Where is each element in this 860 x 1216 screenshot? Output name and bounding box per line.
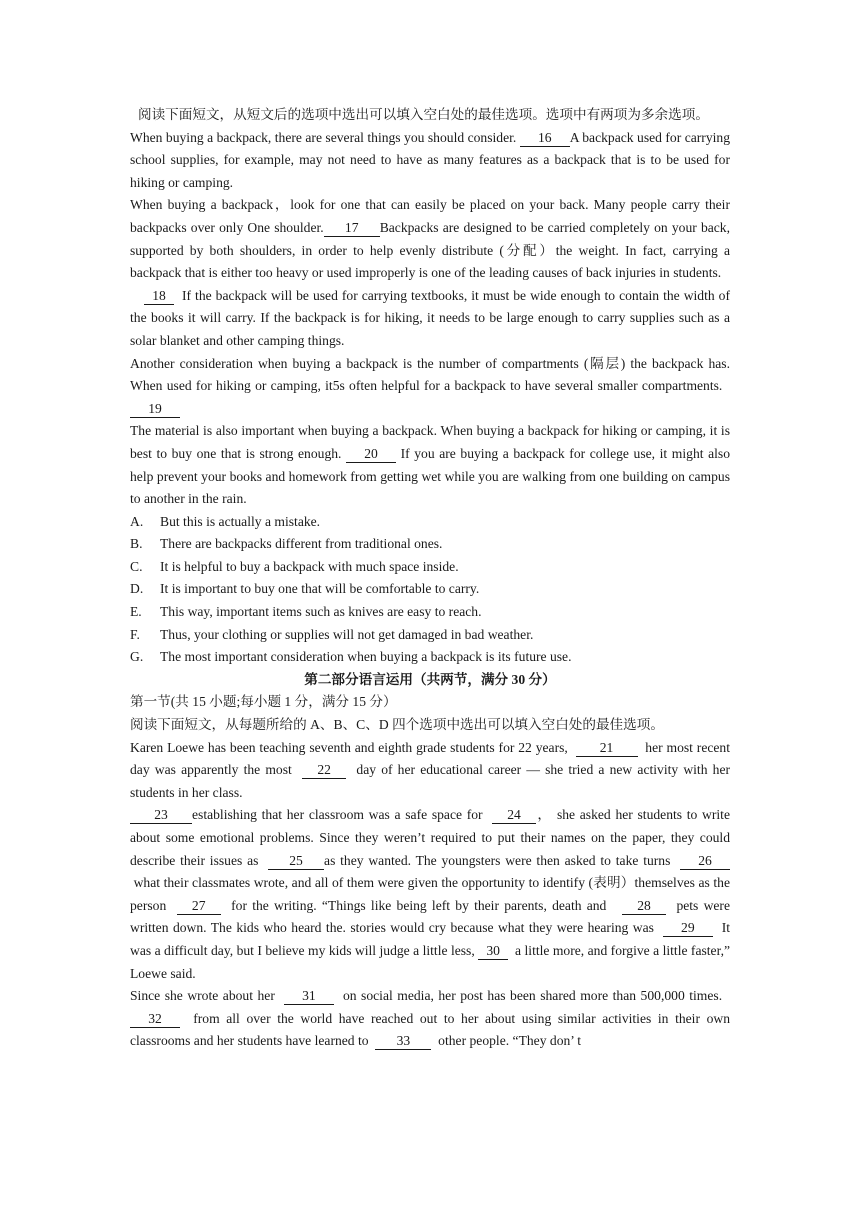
option-e: E. This way, important items such as knives are easy to reach. xyxy=(130,604,482,620)
cloze-paragraph-3: Since she wrote about her 31 on social media, her post has been shared more than 500,000 times. 32 from all over the world have reached out to her about using similar activities in their own classrooms and her students have learned to 33 other people. “They don’ t xyxy=(130,988,730,1049)
blank-24: 24 xyxy=(492,807,536,824)
blank-30: 30 xyxy=(478,943,508,960)
reading-instruction: 阅读下面短文，从短文后的选项中选出可以填入空白处的最佳选项。选项中有两项为多余选项。 xyxy=(138,107,709,122)
blank-23: 23 xyxy=(130,807,192,824)
part-two-title: 第二部分语言运用（共两节，满分 30 分） xyxy=(304,671,556,687)
section-one-heading: 第一节(共 15 小题;每小题 1 分，满分 15 分） xyxy=(130,694,397,710)
document-page xyxy=(130,104,730,1053)
blank-18: 18 xyxy=(144,288,174,305)
cloze-paragraph-2: 23 establishing that her classroom was a safe space for 24 ， she asked her students to write about some emotional problems. Since they weren’t required to put their names on the paper, they could describe their issues as 25 as they wanted. The youngsters were then asked to take turns 26 what their classmates wrote, and all of them were given the opportunity to identify (表明）themselves as the person 27 for the writing. “Things like being left by their parents, death and 28 pets were written down. The kids who heard the. stories would cry because what they were hearing was 29 It was a difficult day, but I believe my kids will judge a little less, 30 a little more, and forgive a little faster,” Loewe said. xyxy=(130,807,731,981)
blank-32: 32 xyxy=(130,1011,180,1028)
blank-33: 33 xyxy=(375,1033,431,1050)
option-list xyxy=(130,511,730,669)
option-f: F. Thus, your clothing or supplies will not get damaged in bad weather. xyxy=(130,626,534,642)
reading-paragraph-2: When buying a backpack，look for one that can easily be placed on your back. Many people carry their backpacks over only One shoulder. 17 Backpacks are designed to be carried completely on your back, supported by both shoulders, in order to help evenly distribute (分配）the weight. In fact, carrying a backpack that is either too heavy or used improperly is one of the leading causes of back injuries in students. xyxy=(130,197,731,281)
reading-paragraph-5: The material is also important when buying a backpack. When buying a backpack for hiking or camping, it is best to buy one that is strong enough. 20 If you are buying a backpack for college use, it might also help prevent your books and homework from getting wet while you are walking from one building on campus to another in the rain. xyxy=(130,423,730,507)
blank-21: 21 xyxy=(576,740,638,757)
option-g: G. The most important consideration when buying a backpack is its future use. xyxy=(130,649,572,665)
blank-25: 25 xyxy=(268,853,324,870)
blank-17: 17 xyxy=(324,220,380,237)
section-one-instruction: 阅读下面短文，从每题所给的 A、B、C、D 四个选项中选出可以填入空白处的最佳选项。 xyxy=(130,717,664,733)
blank-31: 31 xyxy=(284,988,334,1005)
blank-28: 28 xyxy=(622,898,666,915)
blank-22: 22 xyxy=(302,762,346,779)
blank-16: 16 xyxy=(520,130,570,147)
blank-19: 19 xyxy=(130,401,180,418)
blank-20: 20 xyxy=(346,446,396,463)
option-d: D. It is important to buy one that will be comfortable to carry. xyxy=(130,581,480,597)
reading-paragraph-4: Another consideration when buying a backpack is the number of compartments (隔层) the backpack has. When used for hiking or camping, it5s often helpful for a backpack to have several smaller compartments. 19 xyxy=(130,355,730,416)
reading-paragraph-3: 18 If the backpack will be used for carrying textbooks, it must be wide enough to contain the width of the books it will carry. If the backpack is for hiking, it needs to be large enough to carry supplies such as a solar blanket and other camping things. xyxy=(130,287,730,348)
option-a: A. But this is actually a mistake. xyxy=(130,513,321,529)
blank-27: 27 xyxy=(177,898,221,915)
option-c: C. It is helpful to buy a backpack with much space inside. xyxy=(130,558,459,574)
option-b: B. There are backpacks different from traditional ones. xyxy=(130,536,443,552)
cloze-paragraph-1: Karen Loewe has been teaching seventh and eighth grade students for 22 years, 21 her most recent day was apparently the most 22 day of her educational career — she tried a new activity with her students in her class. xyxy=(130,739,731,800)
reading-paragraph-1: When buying a backpack, there are several things you should consider. 16 A backpack used for carrying school supplies, for example, may not need to have as many features as a backpack that is to be used for hiking or camping. xyxy=(130,129,730,190)
blank-29: 29 xyxy=(663,920,713,937)
blank-26: 26 xyxy=(680,853,730,870)
